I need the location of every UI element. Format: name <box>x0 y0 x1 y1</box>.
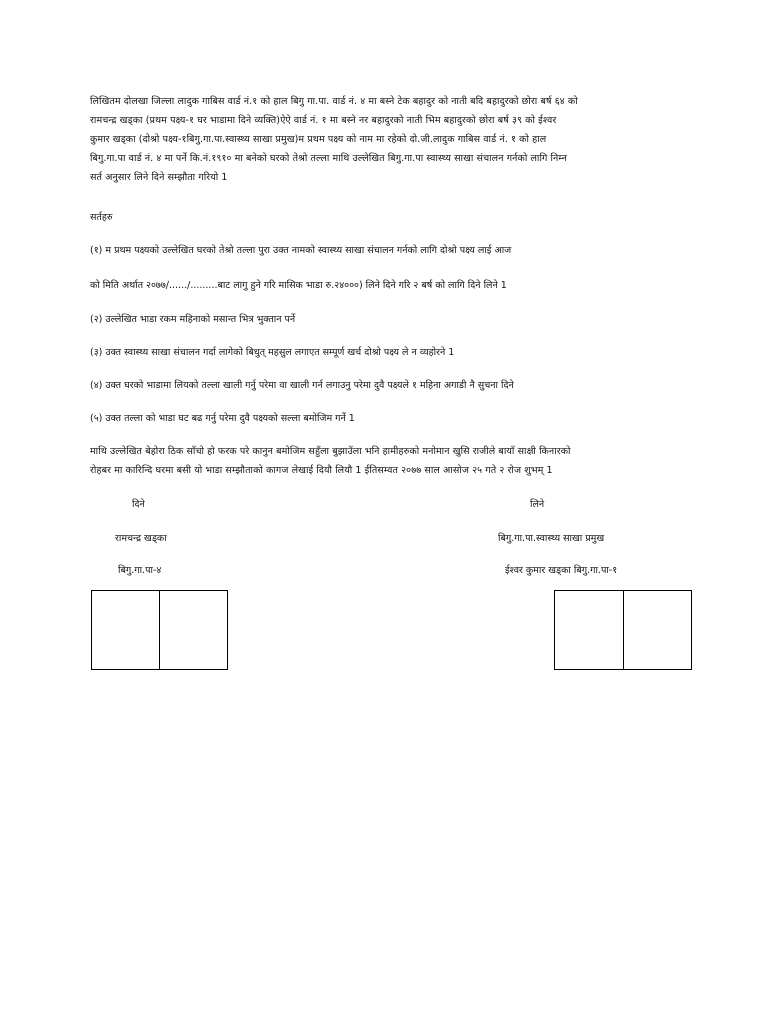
clause-3: (३) उक्त स्वास्थ्य साखा संचालन गर्दा लागेको बिधुत् महसुल लगाएत सम्पूर्ण खर्च दोश्रो पक्ष्य ले न व्यहोरने 1 <box>90 347 455 358</box>
clause-1-continued: को मिति अर्थात २०७७/....../.........बाट लागु हुने गरि मासिक भाडा रु.२४०००) लिने दिने गरि २ बर्ष को लागि दिने लिने 1 <box>90 280 507 291</box>
left-thumbprint-box <box>91 590 228 670</box>
left-thumb-cell <box>555 591 623 669</box>
intro-line: लिखितम दोलखा जिल्ला लादुक गाबिस वार्ड नं.१ को हाल बिगु गा.पा. वार्ड नं. ४ मा बस्ने टेक बहादुर को नाती बदि बहादुरको छोरा बर्ष ६४ को <box>90 96 578 107</box>
left-signatory-address: बिगु.गा.पा-४ <box>118 565 162 576</box>
intro-paragraph <box>90 92 690 187</box>
right-signatory-name-address: ईश्वर कुमार खड्का बिगु.गा.पा-१ <box>505 565 618 576</box>
left-signatory-name: रामचन्द्र खड्का <box>115 533 167 544</box>
closing-line: माथि उल्लेखित बेहोरा ठिक साँचो हो फरक परे कानुन बमोजिम सहुँला बुझाउँला भनि हामीहरुको मनोमान खुसि राजीले बायाँ साक्षी किनारको <box>90 446 571 457</box>
intro-line: बिगु.गा.पा वार्ड नं. ४ मा पर्ने कि.नं.१९१० मा बनेको घरको तेश्रो तल्ला माथि उल्लेखित बिगु.गा.पा स्वास्थ्य साखा संचालन गर्नको लागि निम्न <box>90 153 568 164</box>
right-thumb-cell <box>159 591 227 669</box>
left-signatory-role: दिने <box>132 499 145 510</box>
right-thumb-cell <box>623 591 692 669</box>
clause-4: (४) उक्त घरको भाडामा लियको तल्ला खाली गर्नु परेमा वा खाली गर्न लगाउनु परेमा दुवै पक्ष्यले १ महिना अगाडी नै सुचना दिने <box>90 380 514 391</box>
clause-2: (२) उल्लेखित भाडा रकम महिनाको मसान्त भित्र भुक्तान पर्ने <box>90 314 296 325</box>
intro-line: रामचन्द्र खड्का (प्रथम पक्ष्य-१ घर भाडामा दिने व्यक्ति)ऐऐ वार्ड नं. १ मा बस्ने नर बहादुरको नाती भिम बहादुरको छोरा बर्ष ३९ को ईश्वर <box>90 115 557 126</box>
clause-5: (५) उक्त तल्ला को भाडा घट बढ गर्नु परेमा दुवै पक्ष्यको सल्ला बमोजिम गर्ने 1 <box>90 413 355 424</box>
right-signatory-role: लिने <box>530 499 545 510</box>
conditions-heading: सर्तहरु <box>90 212 113 223</box>
left-thumb-cell <box>92 591 159 669</box>
intro-line: कुमार खड्का (दोश्रो पक्ष्य-१बिगु.गा.पा.स्वास्थ्य साखा प्रमुख)म प्रथम पक्ष्य को नाम मा रहेको दो.जी.लादुक गाबिस वार्ड नं. १ को हाल <box>90 134 547 145</box>
closing-line: रोहबर मा कारिन्दि घरमा बसी यो भाडा सम्झौताको कागज लेखाई दियौ लियौ 1 ईतिसम्वत २०७७ साल आसोज २५ गते २ रोज शुभम् 1 <box>90 465 553 476</box>
closing-paragraph <box>90 442 690 480</box>
clause-1: (१) म प्रथम पक्ष्यको उल्लेखित घरको तेश्रो तल्ला पुरा उक्त नामको स्वास्थ्य साखा संचालन गर्नको लागि दोश्रो पक्ष्य लाई आज <box>90 245 512 256</box>
intro-line: सर्त अनुसार लिने दिने सम्झौता गरियो 1 <box>90 172 228 183</box>
right-signatory-title: बिगु.गा.पा.स्वास्थ्य साखा प्रमुख <box>498 533 605 544</box>
right-thumbprint-box <box>554 590 692 670</box>
